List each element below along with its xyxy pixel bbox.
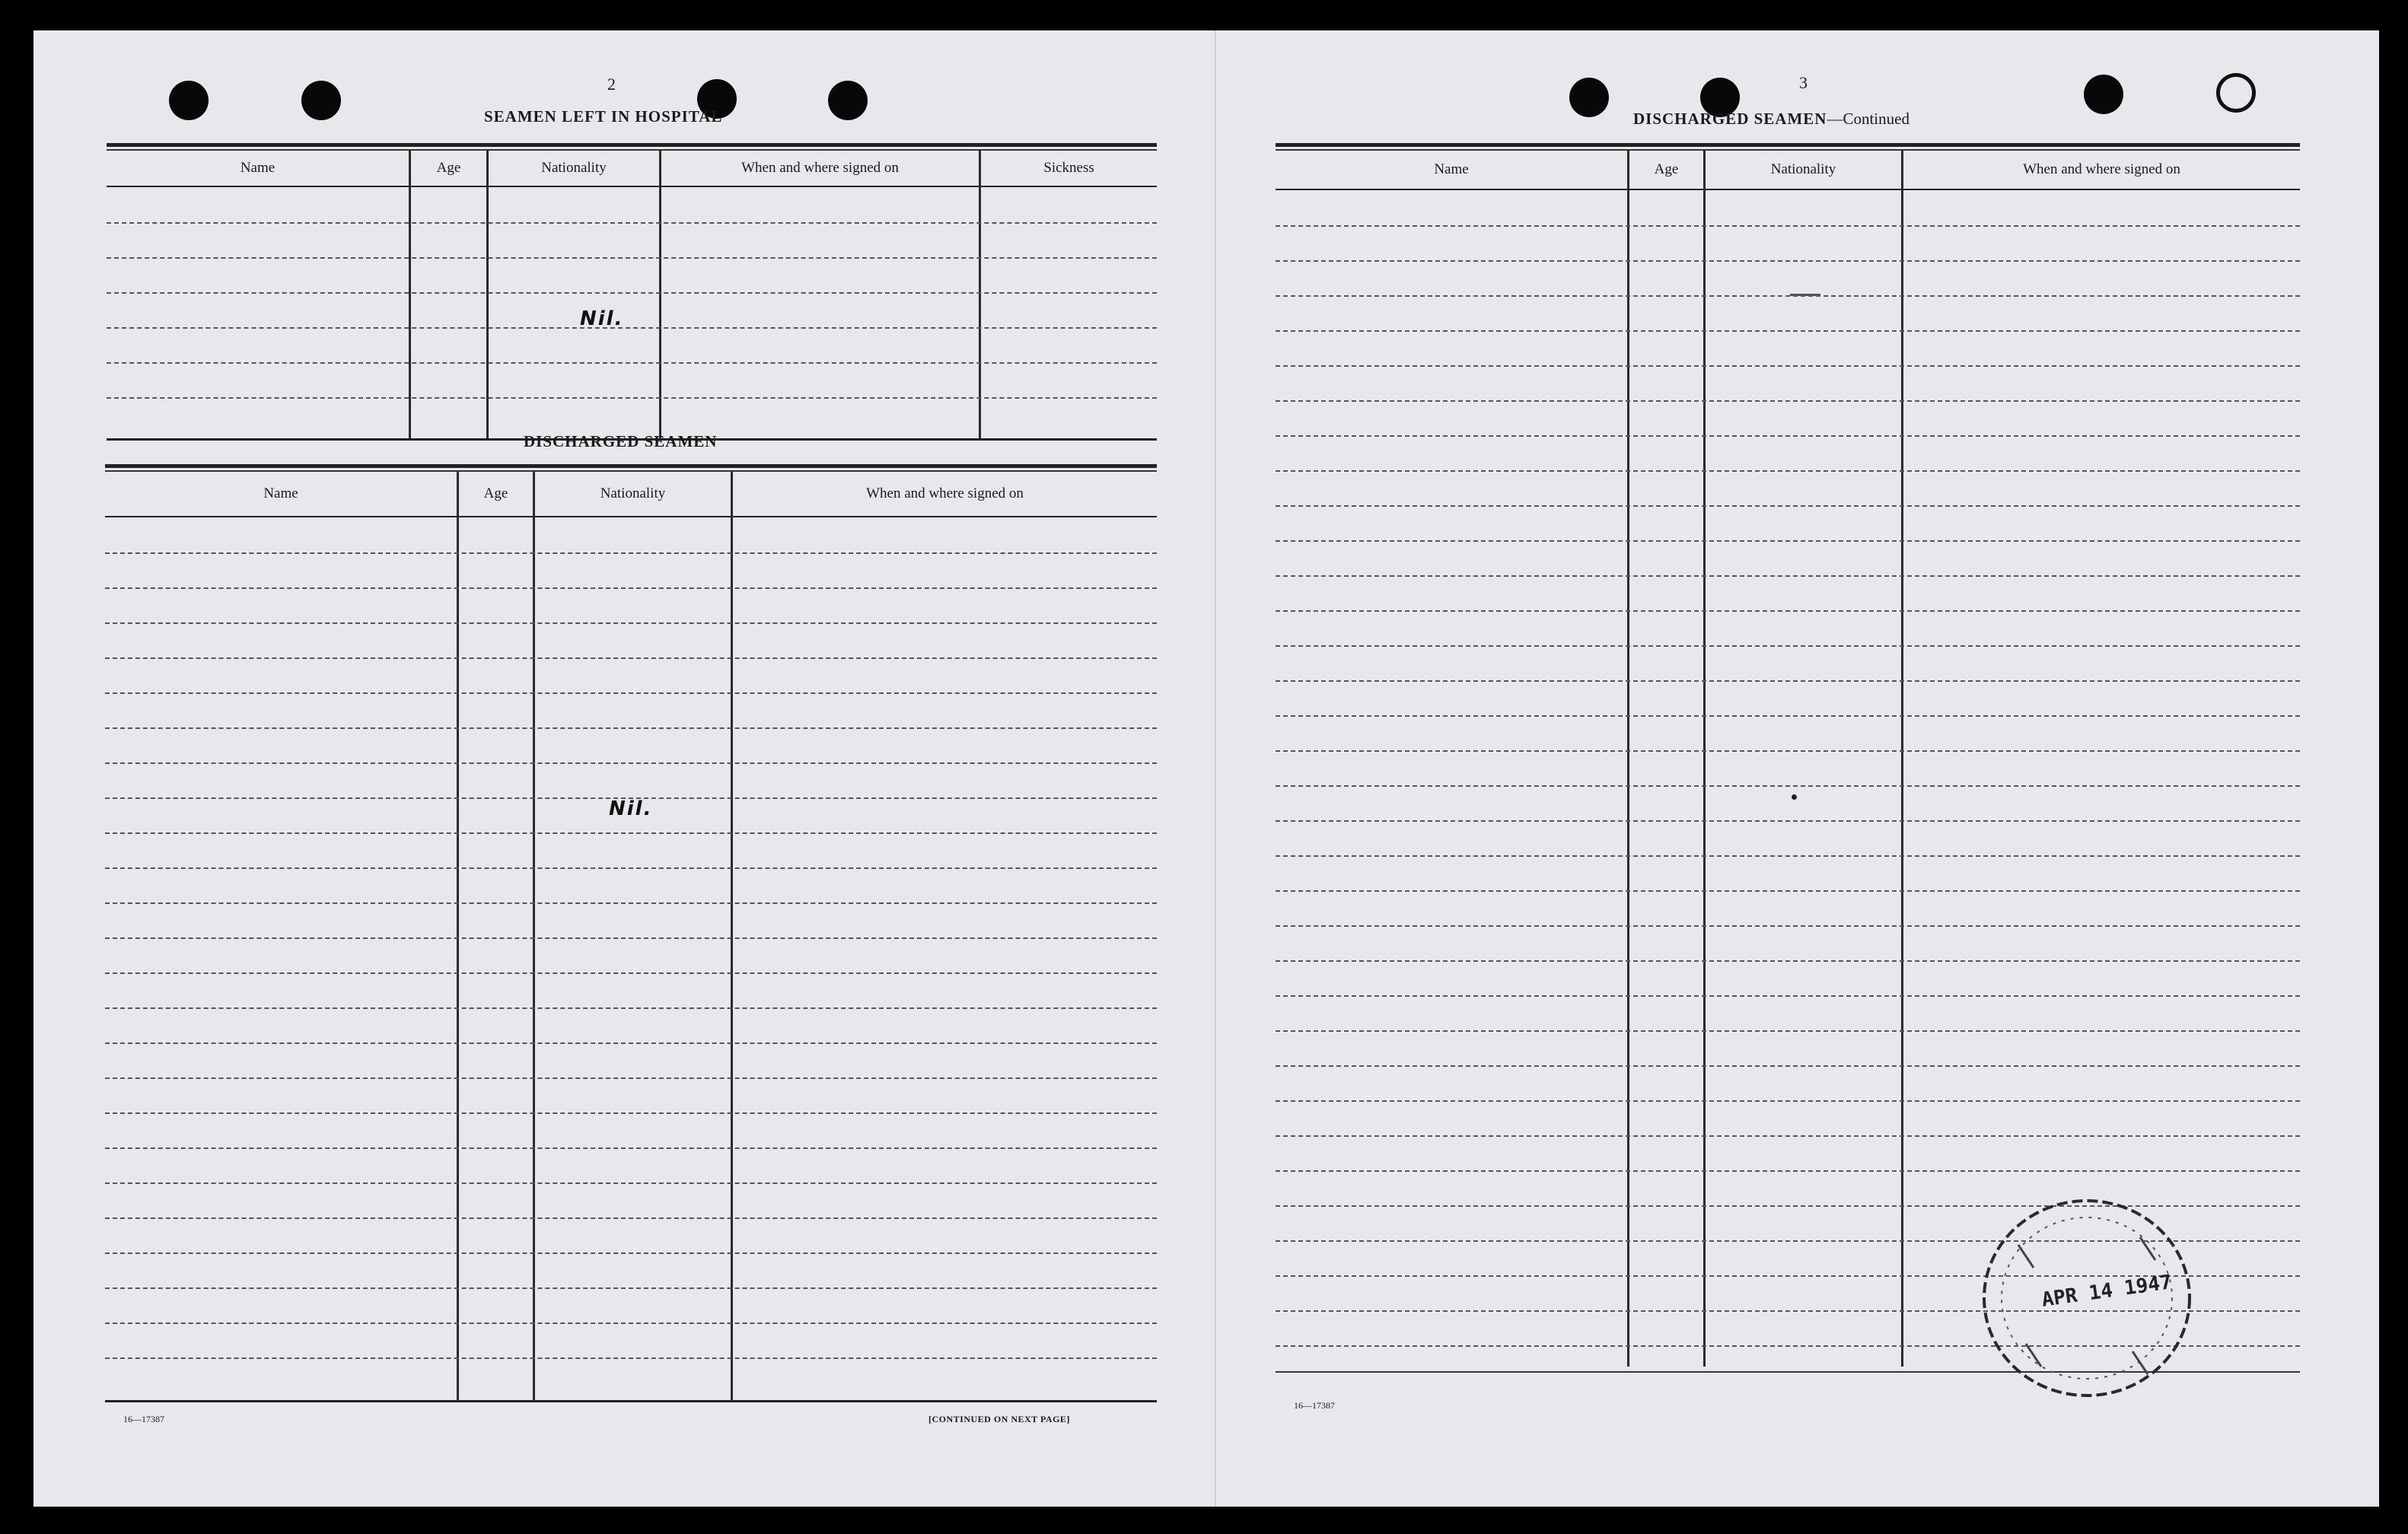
title-suffix: —Continued (1827, 110, 1910, 128)
table-row (1276, 1100, 2300, 1102)
hospital-table (107, 143, 1157, 444)
table-row (1276, 295, 2300, 297)
table-row (105, 1112, 1157, 1114)
table-row (107, 362, 1157, 364)
form-code-right: 16—17387 (1294, 1400, 1335, 1411)
table-row (1276, 995, 2300, 997)
column-header-name: Name (263, 485, 298, 501)
table-row (105, 1007, 1157, 1009)
document-sheet (33, 30, 2379, 1507)
punch-hole (828, 81, 868, 120)
table-row (1276, 785, 2300, 787)
table-row (105, 727, 1157, 729)
table-row (105, 552, 1157, 554)
hospital-section-title: SEAMEN LEFT IN HOSPITAL (484, 107, 723, 126)
table-row (1276, 365, 2300, 367)
table-row (105, 972, 1157, 974)
stamp-date: APR 14 1947 (2040, 1271, 2174, 1312)
table-top-rule (107, 149, 1157, 151)
postmark-stamp (1973, 1192, 2201, 1405)
table-row (1276, 470, 2300, 472)
punch-hole (2084, 75, 2123, 114)
table-row (105, 1182, 1157, 1184)
column-divider (979, 151, 981, 438)
table-row (1276, 505, 2300, 507)
column-header-nationality: Nationality (600, 485, 666, 501)
table-row (1276, 1170, 2300, 1172)
table-row (1276, 225, 2300, 227)
header-rule (1276, 189, 2300, 190)
page-fold (1215, 30, 1216, 1507)
table-row (107, 257, 1157, 259)
punch-hole (169, 81, 209, 120)
table-row (105, 1287, 1157, 1289)
column-header-age: Age (483, 485, 508, 501)
column-header-name: Name (240, 160, 276, 176)
title-main: DISCHARGED SEAMEN (1633, 110, 1827, 128)
table-row (105, 1252, 1157, 1254)
table-row (1276, 750, 2300, 752)
table-row (105, 1147, 1157, 1149)
discharged-section-title: DISCHARGED SEAMEN (524, 432, 718, 450)
discharged-table-left (105, 464, 1157, 1403)
page-number-right: 3 (1799, 73, 1808, 92)
table-row (107, 327, 1157, 329)
table-row (1276, 820, 2300, 822)
table-row (1276, 715, 2300, 717)
column-divider (486, 151, 489, 438)
column-divider (457, 472, 459, 1400)
ink-mark (1790, 294, 1820, 296)
column-header-nationality: Nationality (541, 160, 607, 176)
table-row (105, 762, 1157, 764)
table-row (1276, 1135, 2300, 1137)
handwritten-entry: Nil. (580, 307, 624, 330)
table-row (1276, 260, 2300, 262)
punch-hole (301, 81, 341, 120)
table-top-rule (107, 143, 1157, 147)
table-row (105, 1217, 1157, 1219)
table-row (1276, 855, 2300, 857)
column-header-name: Name (1434, 161, 1469, 177)
column-header-age: Age (436, 160, 461, 176)
table-row (105, 1322, 1157, 1324)
punch-hole (1569, 78, 1609, 117)
column-divider (1703, 151, 1706, 1367)
column-divider (731, 472, 733, 1400)
table-row (105, 622, 1157, 624)
table-bottom-rule (105, 1400, 1157, 1402)
table-row (1276, 680, 2300, 682)
table-row (105, 657, 1157, 659)
table-row (1276, 610, 2300, 612)
table-row (105, 1357, 1157, 1359)
table-top-rule (105, 464, 1157, 468)
table-row (1276, 540, 2300, 542)
page-number-left: 2 (607, 75, 616, 94)
table-row (1276, 890, 2300, 892)
header-rule (107, 186, 1157, 187)
table-row (1276, 1065, 2300, 1067)
table-row (107, 292, 1157, 294)
table-top-rule (105, 470, 1157, 472)
table-row (1276, 330, 2300, 332)
table-row (1276, 1030, 2300, 1032)
column-header-signed-on: When and where signed on (866, 485, 1024, 501)
column-header-signed-on: When and where signed on (2023, 161, 2180, 177)
table-row (1276, 435, 2300, 437)
table-row (105, 692, 1157, 694)
table-top-rule (1276, 143, 2300, 147)
table-row (1276, 645, 2300, 647)
table-row (1276, 925, 2300, 927)
punch-hole (2216, 73, 2256, 113)
table-row (1276, 960, 2300, 962)
column-header-nationality: Nationality (1770, 161, 1836, 177)
column-divider (533, 472, 535, 1400)
table-row (107, 222, 1157, 224)
right-section-title (1633, 110, 1910, 129)
table-top-rule (1276, 149, 2300, 151)
column-divider (1901, 151, 1903, 1367)
table-row (105, 867, 1157, 869)
continued-note: [CONTINUED ON NEXT PAGE] (928, 1414, 1070, 1424)
form-code-left: 16—17387 (123, 1414, 164, 1424)
header-rule (105, 516, 1157, 517)
column-divider (1627, 151, 1629, 1367)
column-header-signed-on: When and where signed on (741, 160, 899, 176)
table-row (1276, 400, 2300, 402)
table-row (107, 397, 1157, 399)
ink-dot (1792, 794, 1797, 800)
table-row (105, 1077, 1157, 1079)
table-row (105, 587, 1157, 589)
table-row (105, 832, 1157, 834)
column-divider (409, 151, 411, 438)
table-row (1276, 575, 2300, 577)
table-row (105, 902, 1157, 904)
column-header-age: Age (1654, 161, 1679, 177)
column-header-sickness: Sickness (1043, 160, 1094, 176)
column-divider (659, 151, 661, 438)
table-row (105, 937, 1157, 939)
table-row (105, 1042, 1157, 1044)
handwritten-entry: Nil. (609, 797, 653, 820)
